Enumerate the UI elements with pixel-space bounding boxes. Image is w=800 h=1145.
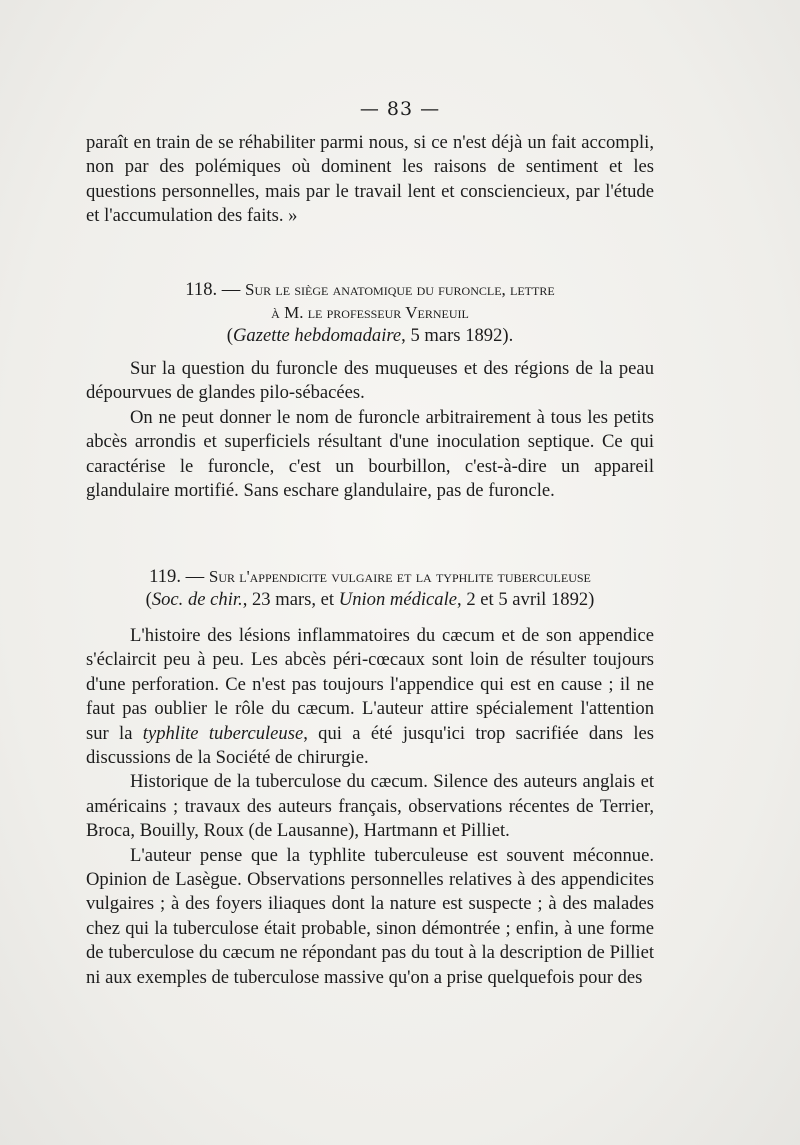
section-118-title-line2: à M. le professeur Verneuil bbox=[271, 303, 469, 322]
section-119-paragraph-1 bbox=[86, 624, 654, 770]
section-119-paragraph-1-b: , qui a été jusqu'ici trop sacrifiée dans les discussions de la Société de chirurgie. bbox=[86, 722, 654, 769]
section-118-paragraph-1: Sur la question du furoncle des muqueuses et des régions de la peau dépourvues de glandes pilo-sébacées. bbox=[86, 358, 654, 404]
section-119-paragraph-1-a: L'histoire des lésions inflammatoires du cæcum et de son appendice s'éclaircit peu à peu. Les abcès péri-cœcaux sont loin de résulter toujours d'une perforation. Ce n'est pas toujours l'appendice qui est en cause ; il ne faut pas oublier le rôle du cæcum. L'auteur attire spécialement l'attention sur la bbox=[86, 625, 654, 744]
section-118-source-date: , 5 mars 1892). bbox=[401, 325, 514, 346]
section-119-source-journal-2: Union médicale bbox=[338, 589, 458, 610]
section-119-body bbox=[86, 624, 654, 990]
section-118-body bbox=[86, 357, 654, 503]
section-119-source-end: , 2 et 5 avril 1892) bbox=[457, 589, 595, 610]
section-118-source-journal: Gazette hebdomadaire bbox=[232, 325, 402, 346]
section-119-heading: 119. — Sur l'appendicite vulgaire et la typhlite tuberculeuse (Soc. de chir., 23 mars, et Union médicale, 2 et 5 avril 1892) bbox=[145, 566, 595, 610]
section-119-paragraph-1-em: typhlite tuberculeuse bbox=[142, 722, 304, 744]
section-118-heading: 118. — Sur le siège anatomique du furoncle, lettre à M. le professeur Verneuil (Gazette hebdomadaire, 5 mars 1892). bbox=[185, 279, 555, 346]
section-119-source-mid: , 23 mars, et bbox=[242, 589, 335, 610]
section-119-title: Sur l'appendicite vulgaire et la typhlite tuberculeuse bbox=[208, 567, 591, 586]
section-118-paragraph-2: On ne peut donner le nom de furoncle arbitrairement à tous les petits abcès arrondis et superficiels résultant d'une inoculation septique. Ce qui caractérise le furoncle, c'est un bourbillon, c'est-à-dire un appareil glandulaire mortifié. Sans eschare glandulaire, pas de furoncle. bbox=[86, 406, 654, 502]
opening-paragraph-text: paraît en train de se réhabiliter parmi nous, si ce n'est déjà un fait accompli, non par des polémiques où dominent les raisons de sentiment et les questions personnelles, mais par le travail lent et consciencieux, par l'étude et l'accumulation des faits. » bbox=[86, 132, 654, 227]
section-119-paragraph-2: Historique de la tuberculose du cæcum. Silence des auteurs anglais et américains ; travaux des auteurs français, observations récentes de Terrier, Broca, Bouilly, Roux (de Lausanne), Hartmann et Pilliet. bbox=[86, 771, 654, 842]
section-119-number: 119. — bbox=[149, 566, 205, 587]
page-number: — 83 — bbox=[359, 98, 441, 120]
section-119-paragraph-3: L'auteur pense que la typhlite tuberculeuse est souvent méconnue. Opinion de Lasègue. Observations personnelles relatives à des appendicites vulgaires ; à des foyers iliaques dont la nature est suspecte ; à des malades chez qui la tuberculose était probable, sinon démontrée ; enfin, à une forme de tuberculose du cæcum ne répondant pas du tout à la description de Pilliet ni aux exemples de tuberculose massive qu'on a prise quelquefois pour des bbox=[86, 844, 654, 988]
section-118-number: 118. — bbox=[185, 279, 241, 300]
section-118-title-line1: Sur le siège anatomique du furoncle, lettre bbox=[245, 280, 555, 299]
section-119-source-journal-1: Soc. de chir. bbox=[151, 589, 243, 610]
opening-paragraph bbox=[86, 131, 654, 229]
